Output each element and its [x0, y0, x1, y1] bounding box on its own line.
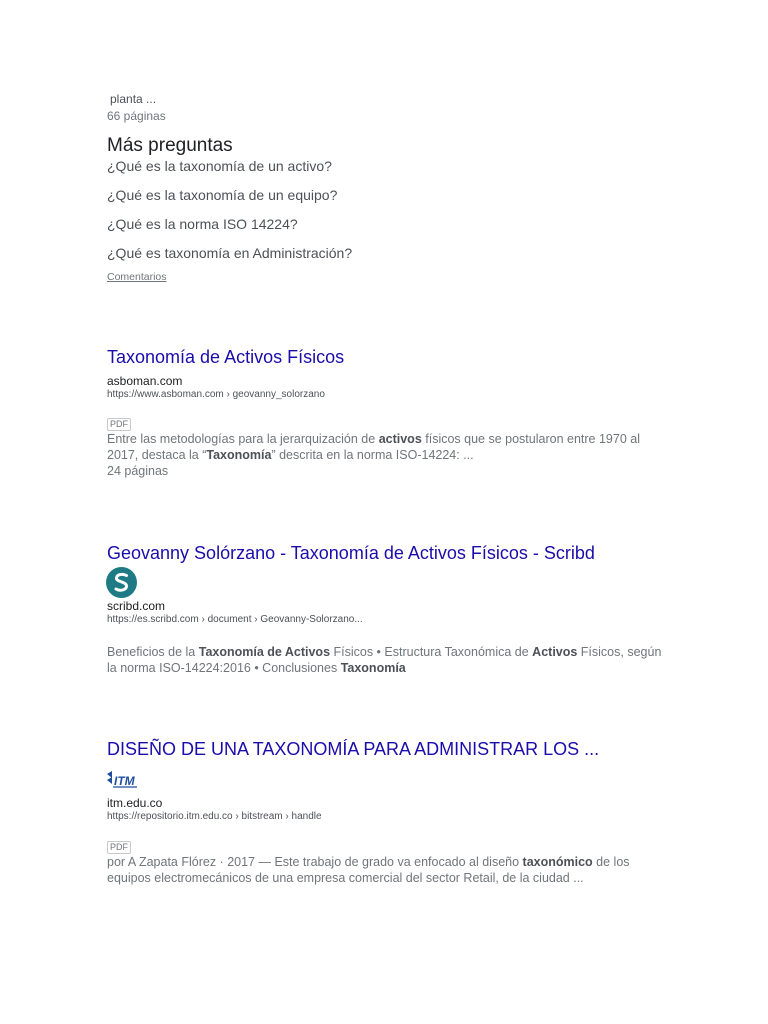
more-questions-title: Más preguntas [107, 135, 233, 156]
result-title-link[interactable]: DISEÑO DE UNA TAXONOMÍA PARA ADMINISTRAR LOS ... [107, 739, 600, 759]
result-site-name: asboman.com [107, 374, 183, 388]
result-title-link[interactable]: Geovanny Solórzano - Taxonomía de Activos Físicos - Scribd [107, 543, 595, 563]
result-url[interactable]: https://es.scribd.com › document › Geovanny-Solorzano... [107, 614, 363, 625]
question-item[interactable]: ¿Qué es la taxonomía de un activo? [107, 158, 332, 174]
result-url[interactable]: https://www.asboman.com › geovanny_solorzano [107, 389, 325, 400]
result-url[interactable]: https://repositorio.itm.edu.co › bitstream › handle [107, 811, 322, 822]
result-pages: 24 páginas [107, 464, 169, 478]
question-item[interactable]: ¿Qué es la norma ISO 14224? [107, 216, 298, 232]
previous-result-snippet: planta ... [110, 92, 157, 106]
result-snippet: por A Zapata Flórez · 2017 — Este trabajo de grado va enfocado al diseño taxonómico de los equipos electromecánicos de una empresa comercial del sector Retail, de la ciudad ... [107, 855, 630, 885]
question-item[interactable]: ¿Qué es taxonomía en Administración? [107, 245, 353, 261]
pdf-badge: PDF [107, 418, 131, 431]
question-item[interactable]: ¿Qué es la taxonomía de un equipo? [107, 187, 338, 203]
feedback-link[interactable]: Comentarios [107, 271, 167, 283]
svg-text:ITM: ITM [114, 774, 135, 788]
previous-result-pages: 66 páginas [107, 109, 166, 123]
result-site-name: scribd.com [107, 599, 166, 613]
itm-logo-icon [106, 770, 138, 790]
scribd-logo-icon [106, 567, 137, 598]
result-title-link[interactable]: Taxonomía de Activos Físicos [107, 347, 345, 367]
result-site-name: itm.edu.co [107, 796, 163, 810]
pdf-badge: PDF [107, 841, 131, 854]
result-snippet: Entre las metodologías para la jerarquización de activos físicos que se postularon entre 1970 al 2017, destaca la “Taxonomía” descrita en la norma ISO-14224: ... [107, 432, 640, 462]
result-snippet: Beneficios de la Taxonomía de Activos Físicos • Estructura Taxonómica de Activos Físicos, según la norma ISO-14224:2016 • Conclusiones Taxonomía [107, 645, 662, 675]
